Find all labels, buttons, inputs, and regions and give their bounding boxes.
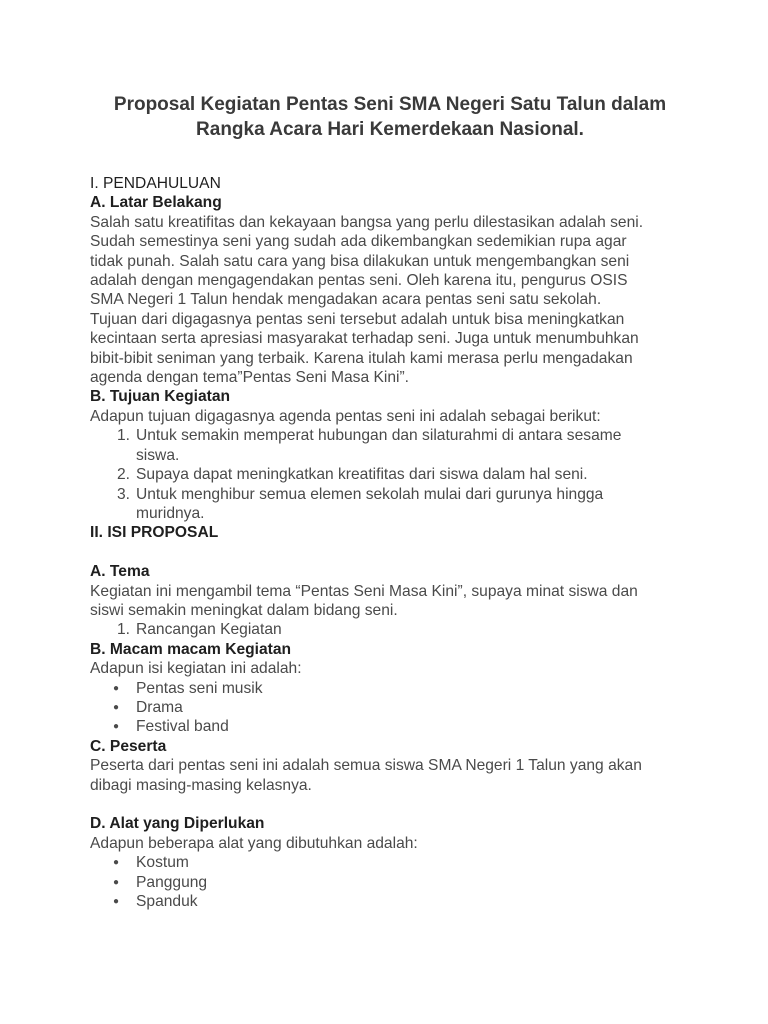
list-item xyxy=(90,465,690,484)
subheading-latar-belakang: A. Latar Belakang xyxy=(90,194,222,212)
list-item-text: siswa. xyxy=(136,446,180,464)
list-item-text: Kostum xyxy=(136,854,189,872)
alat-list xyxy=(90,853,690,911)
text-line: kecintaan serta apresiasi masyarakat terhadap seni. Juga untuk menumbuhkan xyxy=(90,330,639,348)
document-title xyxy=(70,92,710,142)
list-item-text: Panggung xyxy=(136,873,208,891)
subheading-tujuan-kegiatan: B. Tujuan Kegiatan xyxy=(90,388,231,406)
list-number: 2. xyxy=(116,466,130,484)
text-line: Adapun isi kegiatan ini adalah: xyxy=(90,660,302,678)
title-line-2: Rangka Acara Hari Kemerdekaan Nasional. xyxy=(196,119,584,140)
list-item-text: Festival band xyxy=(136,718,229,736)
paragraph-latar-belakang xyxy=(90,213,690,388)
subheading-alat: D. Alat yang Diperlukan xyxy=(90,815,265,833)
text-line: Adapun beberapa alat yang dibutuhkan adalah: xyxy=(90,834,418,852)
subheading-macam-kegiatan: B. Macam macam Kegiatan xyxy=(90,640,292,658)
list-item-text: Rancangan Kegiatan xyxy=(136,621,282,639)
list-item xyxy=(90,620,690,639)
text-line: Salah satu kreatifitas dan kekayaan bangsa yang perlu dilestasikan adalah seni. xyxy=(90,213,644,231)
text-line: Sudah semestinya seni yang sudah ada dikembangkan sedemikian rupa agar xyxy=(90,233,627,251)
list-number: 1. xyxy=(116,427,130,445)
subheading-tema: A. Tema xyxy=(90,563,150,581)
list-item-text: Untuk menghibur semua elemen sekolah mulai dari gurunya hingga xyxy=(136,485,604,503)
text-line: adalah dengan mengagendakan pentas seni. Oleh karena itu, pengurus OSIS xyxy=(90,272,628,290)
list-item-text: Pentas seni musik xyxy=(136,679,263,697)
text-line: bibit-bibit seniman yang terbaik. Karena itulah kami merasa perlu mengadakan xyxy=(90,349,633,367)
tema-list xyxy=(90,620,690,639)
text-line: Adapun tujuan digagasnya agenda pentas seni ini adalah sebagai berikut: xyxy=(90,407,601,425)
subheading-peserta: C. Peserta xyxy=(90,737,167,755)
list-item xyxy=(90,892,690,911)
tujuan-list xyxy=(90,426,690,523)
list-item xyxy=(90,717,690,736)
list-item-text: muridnya. xyxy=(136,504,205,522)
list-item xyxy=(90,853,690,872)
bullet-icon: ● xyxy=(113,876,120,888)
list-item xyxy=(90,485,690,524)
list-item xyxy=(90,873,690,892)
title-line-1: Proposal Kegiatan Pentas Seni SMA Negeri Satu Talun dalam xyxy=(113,94,667,115)
list-item-text: Untuk semakin memperat hubungan dan silaturahmi di antara sesame xyxy=(136,427,622,445)
bullet-icon: ● xyxy=(113,682,120,694)
list-item-text: Spanduk xyxy=(136,893,198,910)
document-page xyxy=(90,92,690,911)
text-line: Peserta dari pentas seni ini adalah semua siswa SMA Negeri 1 Talun yang akan xyxy=(90,757,642,775)
list-item xyxy=(90,679,690,698)
text-line: dibagi masing-masing kelasnya. xyxy=(90,776,312,794)
bullet-icon: ● xyxy=(113,721,120,733)
list-number: 1. xyxy=(116,621,130,639)
list-item xyxy=(90,426,690,465)
text-line: Tujuan dari digagasnya pentas seni tersebut adalah untuk bisa meningkatkan xyxy=(90,310,625,328)
text-line: agenda dengan tema”Pentas Seni Masa Kini”. xyxy=(90,369,410,387)
list-number: 3. xyxy=(116,485,130,503)
text-line: Kegiatan ini mengambil tema “Pentas Seni Masa Kini”, supaya minat siswa dan xyxy=(90,582,638,600)
bullet-icon: ● xyxy=(113,896,120,907)
list-item-text: Drama xyxy=(136,698,183,716)
bullet-icon: ● xyxy=(113,701,120,713)
kegiatan-list xyxy=(90,679,690,737)
section-heading-pendahuluan: I. PENDAHULUAN xyxy=(90,175,221,192)
section-heading-isi-proposal: II. ISI PROPOSAL xyxy=(90,524,219,542)
bullet-icon: ● xyxy=(113,857,120,869)
list-item-text: Supaya dapat meningkatkan kreatifitas dari siswa dalam hal seni. xyxy=(136,466,588,484)
text-line: siswi semakin meningkat dalam bidang seni. xyxy=(90,601,398,619)
text-line: tidak punah. Salah satu cara yang bisa dilakukan untuk mengembangkan seni xyxy=(90,252,630,270)
list-item xyxy=(90,698,690,717)
text-line: SMA Negeri 1 Talun hendak mengadakan acara pentas seni satu sekolah. xyxy=(90,291,602,309)
